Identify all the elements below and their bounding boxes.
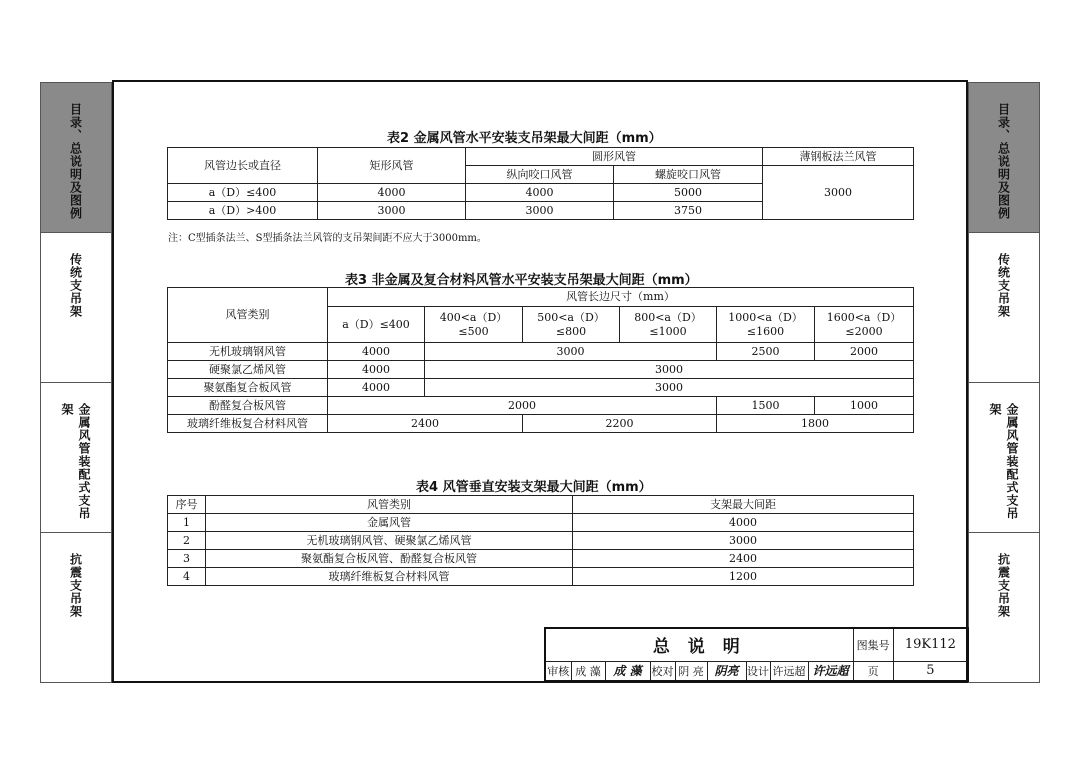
table-cell: 4000 [328, 343, 425, 361]
table-cell: a（D）>400 [168, 202, 318, 220]
table-cell: 4000 [318, 184, 466, 202]
table-cell: 4000 [573, 514, 914, 532]
table-row [168, 550, 914, 568]
table3 [167, 287, 914, 433]
design-label: 设计 [746, 661, 770, 681]
table-cell: 2400 [328, 415, 523, 433]
table3-col-2: 400<a（D） ≤500 [425, 307, 523, 343]
table3-title: 表3 非金属及复合材料风管水平安装支吊架最大间距（mm） [345, 273, 698, 288]
table-cell: 硬聚氯乙烯风管 [168, 361, 328, 379]
table-row [168, 397, 914, 415]
table-cell: 聚氨酯复合板风管 [168, 379, 328, 397]
table2-header-thin: 薄钢板法兰风管 [763, 148, 914, 166]
check-name: 阴 亮 [675, 661, 707, 681]
table-cell: 1500 [717, 397, 815, 415]
table-cell: 无机玻璃钢风管 [168, 343, 328, 361]
table-cell: 2 [168, 532, 206, 550]
tab-assembled-hangers-right[interactable]: 金属风管装配式支吊架 [969, 383, 1039, 533]
table3-col-1: a（D）≤400 [328, 307, 425, 343]
table-row [168, 415, 914, 433]
table4-header-dist: 支架最大间距 [573, 496, 914, 514]
right-sidebar [968, 82, 1040, 683]
table-cell: 2200 [523, 415, 717, 433]
table-cell: 2000 [815, 343, 914, 361]
table-cell: 玻璃纤维板复合材料风管 [206, 568, 573, 586]
tab-traditional-hangers-right[interactable]: 传统支吊架 [969, 233, 1039, 383]
table3-col-3: 500<a（D） ≤800 [523, 307, 620, 343]
table-cell: 3000 [425, 343, 717, 361]
table-cell: 2500 [717, 343, 815, 361]
review-name: 成 藻 [571, 661, 605, 681]
table-cell: 1 [168, 514, 206, 532]
table-cell: 4 [168, 568, 206, 586]
design-name: 许远超 [770, 661, 808, 681]
table-cell: 3 [168, 550, 206, 568]
table-cell: 金属风管 [206, 514, 573, 532]
tab-assembled-hangers[interactable]: 金属风管装配式支吊架 [41, 383, 111, 533]
table2-note: 注：C型插条法兰、S型插条法兰风管的支吊架间距不应大于3000mm。 [168, 233, 487, 244]
atlas-number: 19K112 [893, 628, 968, 661]
left-sidebar [40, 82, 112, 683]
title-block [544, 627, 969, 682]
design-signature: 许远超 [808, 661, 853, 681]
table3-header-type: 风管类别 [168, 288, 328, 343]
table-cell: 2000 [328, 397, 717, 415]
table-cell: 聚氨酯复合板风管、酚醛复合板风管 [206, 550, 573, 568]
table-row [168, 568, 914, 586]
table-row [168, 379, 914, 397]
table4-title: 表4 风管垂直安装支架最大间距（mm） [416, 480, 652, 495]
table-row [168, 514, 914, 532]
table-cell: 4000 [328, 361, 425, 379]
table2-header-spiral: 螺旋咬口风管 [614, 166, 763, 184]
tab-seismic-hangers[interactable]: 抗震支吊架 [68, 553, 83, 618]
table4-header-no: 序号 [168, 496, 206, 514]
table-cell: 3000 [466, 202, 614, 220]
atlas-label: 图集号 [853, 628, 893, 661]
table-cell: 3000 [425, 361, 914, 379]
page-label: 页 [853, 661, 893, 681]
table3-col-5: 1000<a（D） ≤1600 [717, 307, 815, 343]
table-cell: 1200 [573, 568, 914, 586]
table-row [168, 532, 914, 550]
table-cell: 2400 [573, 550, 914, 568]
table-cell: 1000 [815, 397, 914, 415]
check-signature: 阴亮 [707, 661, 746, 681]
table3-col-6: 1600<a（D） ≤2000 [815, 307, 914, 343]
table4 [167, 495, 914, 586]
table-cell: a（D）≤400 [168, 184, 318, 202]
review-label: 审核 [545, 661, 571, 681]
table2-header-size: 风管边长或直径 [168, 148, 318, 184]
tab-contents-general-right[interactable]: 目录、总说明及图例 [969, 83, 1039, 233]
table-cell: 5000 [614, 184, 763, 202]
table-cell: 3750 [614, 202, 763, 220]
table3-header-size: 风管长边尺寸（mm） [328, 288, 914, 307]
table-cell: 3000 [425, 379, 914, 397]
table2-header-long: 纵向咬口风管 [466, 166, 614, 184]
page-number: 5 [893, 661, 968, 681]
table-cell: 3000 [318, 202, 466, 220]
table-cell: 3000 [573, 532, 914, 550]
drawing-title: 总 说 明 [545, 628, 853, 661]
table-cell: 玻璃纤维板复合材料风管 [168, 415, 328, 433]
table-cell: 无机玻璃钢风管、硬聚氯乙烯风管 [206, 532, 573, 550]
table-cell: 酚醛复合板风管 [168, 397, 328, 415]
table-cell: 1800 [717, 415, 914, 433]
table-row [168, 361, 914, 379]
table2-title: 表2 金属风管水平安装支吊架最大间距（mm） [387, 131, 662, 146]
tab-traditional-hangers[interactable]: 传统支吊架 [41, 233, 111, 383]
table-row [168, 343, 914, 361]
check-label: 校对 [650, 661, 675, 681]
table-cell: 4000 [466, 184, 614, 202]
table2-thin-value: 3000 [763, 166, 914, 220]
table-cell: 4000 [328, 379, 425, 397]
table4-header-type: 风管类别 [206, 496, 573, 514]
table2-header-round: 圆形风管 [466, 148, 763, 166]
tab-seismic-hangers-right[interactable]: 抗震支吊架 [996, 553, 1011, 618]
table2 [167, 147, 914, 220]
tab-contents-general[interactable]: 目录、总说明及图例 [41, 83, 111, 233]
table2-header-rect: 矩形风管 [318, 148, 466, 184]
review-signature: 成 藻 [605, 661, 650, 681]
table3-col-4: 800<a（D） ≤1000 [620, 307, 717, 343]
